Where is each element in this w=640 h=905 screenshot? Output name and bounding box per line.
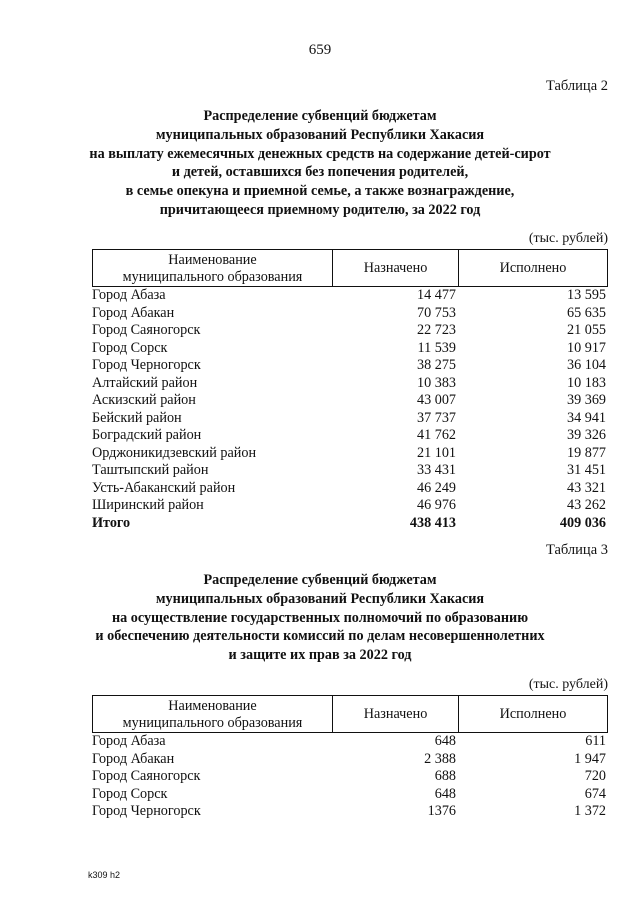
table3-heading-line: и обеспечению деятельности комиссий по делам несовершеннолетних [95, 628, 545, 645]
row-name: Город Абакан [92, 304, 175, 321]
col-name-line: муниципального образования [122, 715, 303, 731]
row-name: Аскизский район [92, 392, 196, 408]
row-name: Город Абаза [92, 287, 166, 303]
row-executed: 13 595 [566, 287, 606, 303]
table3-heading-line: и защите их прав за 2022 год [228, 647, 412, 664]
table-row [92, 462, 608, 480]
row-assigned: 43 007 [416, 392, 456, 408]
table2-units: (тыс. рублей) [528, 231, 608, 246]
table2-body [92, 287, 608, 532]
total-executed: 409 036 [559, 514, 606, 531]
row-assigned: 33 431 [416, 462, 456, 478]
table2-heading-line: в семье опекуна и приемной семье, а также вознаграждение, [125, 183, 515, 200]
row-name: Город Сорск [92, 339, 168, 356]
row-name: Орджоникидзевский район [92, 444, 257, 461]
row-executed: 36 104 [566, 357, 606, 373]
table-row [92, 733, 608, 751]
row-executed: 43 321 [566, 479, 606, 496]
table2-heading-line: муниципальных образований Республики Хакасия [155, 126, 485, 143]
row-executed: 31 451 [566, 462, 606, 478]
col-name-line: муниципального образования [122, 269, 303, 285]
table2-heading [0, 107, 640, 220]
row-executed: 674 [584, 785, 606, 802]
row-assigned: 11 539 [417, 339, 456, 356]
table3-col-name [93, 696, 333, 732]
row-executed: 10 183 [566, 374, 606, 391]
table-row [92, 305, 608, 323]
row-assigned: 70 753 [416, 304, 456, 321]
table2-heading-line: причитающееся приемному родителю, за 2022 год [159, 201, 481, 218]
table3-heading-line: муниципальных образований Республики Хакасия [155, 590, 485, 607]
row-name: Ширинский район [92, 497, 204, 513]
row-assigned: 22 723 [416, 322, 456, 338]
row-name: Город Саяногорск [92, 322, 201, 338]
row-name: Город Абакан [92, 750, 175, 767]
row-assigned: 46 249 [416, 479, 456, 496]
table-row [92, 480, 608, 498]
row-assigned: 1376 [427, 803, 456, 819]
table3-body [92, 733, 608, 821]
row-assigned: 21 101 [416, 444, 456, 461]
page-number: 659 [308, 42, 332, 58]
row-assigned: 688 [434, 768, 456, 784]
table-row [92, 768, 608, 786]
table-row [92, 410, 608, 428]
row-assigned: 648 [434, 733, 456, 749]
row-executed: 21 055 [566, 322, 606, 338]
table-row [92, 357, 608, 375]
table-row [92, 751, 608, 769]
table3-heading-line: Распределение субвенций бюджетам [203, 572, 437, 588]
total-name: Итого [92, 514, 131, 531]
table-row [92, 287, 608, 305]
row-assigned: 41 762 [416, 427, 456, 443]
row-name: Алтайский район [92, 374, 198, 391]
table2-label: Таблица 2 [545, 78, 608, 94]
total-assigned: 438 413 [409, 514, 456, 531]
row-assigned: 37 737 [416, 409, 456, 426]
row-executed: 39 326 [566, 427, 606, 443]
col-name-line: Наименование [168, 252, 257, 268]
row-name: Город Абаза [92, 733, 166, 749]
col-name-line: Наименование [168, 698, 257, 714]
table-row [92, 375, 608, 393]
table2-col-executed: Исполнено [499, 259, 567, 276]
row-assigned: 648 [434, 785, 456, 802]
table-row [92, 340, 608, 358]
row-executed: 43 262 [566, 497, 606, 513]
row-executed: 611 [585, 733, 606, 749]
table2-col-name [93, 250, 333, 286]
table3-col-executed: Исполнено [499, 705, 567, 722]
table2-heading-line: на выплату ежемесячных денежных средств на содержание детей-сирот [89, 145, 551, 162]
table3-units: (тыс. рублей) [528, 677, 608, 692]
row-name: Усть-Абаканский район [92, 479, 236, 496]
table2-heading-line: Распределение субвенций бюджетам [203, 108, 437, 124]
row-executed: 19 877 [566, 444, 606, 461]
table2-heading-line: и детей, оставшихся без попечения родителей, [171, 164, 469, 181]
row-name: Город Черногорск [92, 803, 201, 819]
row-name: Таштыпский район [92, 462, 209, 478]
row-executed: 1 372 [574, 803, 606, 819]
row-executed: 1 947 [574, 750, 606, 767]
table2-header [92, 249, 608, 287]
row-name: Боградский район [92, 427, 202, 443]
row-executed: 10 917 [566, 339, 606, 356]
table2-total-row [92, 515, 608, 533]
row-name: Город Саяногорск [92, 768, 201, 784]
row-assigned: 38 275 [416, 357, 456, 373]
row-assigned: 2 388 [424, 750, 456, 767]
footer-code: k309 h2 [88, 870, 121, 880]
table-row [92, 497, 608, 515]
row-executed: 34 941 [566, 409, 606, 426]
row-executed: 720 [584, 768, 606, 784]
table3-heading-line: на осуществление государственных полномочий по образованию [111, 609, 529, 626]
table-row [92, 392, 608, 410]
row-assigned: 10 383 [416, 374, 456, 391]
row-executed: 65 635 [566, 304, 606, 321]
row-executed: 39 369 [566, 392, 606, 408]
table-row [92, 427, 608, 445]
table3-col-assigned: Назначено [333, 696, 459, 732]
row-name: Город Сорск [92, 785, 168, 802]
table-row [92, 786, 608, 804]
row-name: Бейский район [92, 409, 182, 426]
row-assigned: 46 976 [416, 497, 456, 513]
table-row [92, 445, 608, 463]
table-row [92, 322, 608, 340]
row-name: Город Черногорск [92, 357, 201, 373]
table-row [92, 803, 608, 821]
table2-col-assigned: Назначено [333, 250, 459, 286]
table3-heading [0, 571, 640, 665]
table3-label: Таблица 3 [545, 542, 608, 558]
row-assigned: 14 477 [416, 287, 456, 303]
table3-header [92, 695, 608, 733]
